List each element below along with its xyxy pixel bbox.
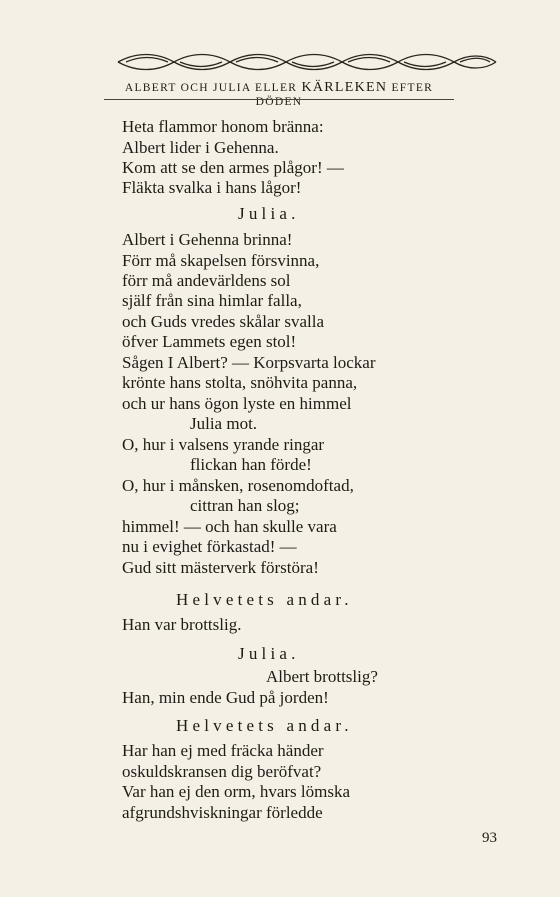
poem-line: Sågen I Albert? — Korpsvarta lockar xyxy=(122,353,376,372)
poem-line: Albert i Gehenna brinna! xyxy=(122,230,293,249)
poem-line: Var han ej den orm, hvars lömska xyxy=(122,782,351,801)
poem-line: förr må andevärldens sol xyxy=(122,271,291,290)
poem-line: Han, min ende Gud på jorden! xyxy=(122,688,329,707)
poem-line: Fläkta svalka i hans lågor! xyxy=(122,178,302,197)
speaker-name: Julia. xyxy=(238,644,300,663)
speaker-name: Helvetets andar. xyxy=(176,716,353,735)
speaker-name: Helvetets andar. xyxy=(176,590,353,609)
poem-line: öfver Lammets egen stol! xyxy=(122,332,297,351)
poem-line: oskuldskransen dig beröfvat? xyxy=(122,762,322,781)
speaker-name: Julia. xyxy=(238,204,300,223)
poem-line: och ur hans ögon lyste en himmel xyxy=(122,394,352,413)
poem-line: O, hur i månsken, rosenomdoftad, xyxy=(122,476,354,495)
poem-line: och Guds vredes skålar svalla xyxy=(122,312,325,331)
running-head-part-1: ALBERT OCH JULIA ELLER xyxy=(124,82,302,94)
running-head-part-3: EFTER DÖDEN xyxy=(255,82,434,108)
poem-line: Gud sitt mästerverk förstöra! xyxy=(122,558,319,577)
page-number: 93 xyxy=(482,830,497,846)
poem-line: krönte hans stolta, snöhvita panna, xyxy=(122,373,358,392)
running-head-part-2: KÄRLEKEN xyxy=(301,80,388,95)
poem-line: cittran han slog; xyxy=(190,496,300,515)
poem-line: Kom att se den armes plågor! — xyxy=(122,158,344,177)
poem-line: Julia mot. xyxy=(190,414,258,433)
poem-line: Heta flammor honom bränna: xyxy=(122,117,324,136)
poem-line: själf från sina himlar falla, xyxy=(122,291,302,310)
poem-line: himmel! — och han skulle vara xyxy=(122,517,337,536)
poem-line: flickan han förde! xyxy=(190,455,312,474)
poem-line: Han var brottslig. xyxy=(122,615,242,634)
poem-line: Förr må skapelsen försvinna, xyxy=(122,251,320,270)
poem-line: Albert brottslig? xyxy=(266,667,378,686)
poem-line: O, hur i valsens yrande ringar xyxy=(122,435,325,454)
poem-line: nu i evighet förkastad! — xyxy=(122,537,297,556)
poem-line: afgrundshviskningar förledde xyxy=(122,803,323,822)
poem-line: Albert lider i Gehenna. xyxy=(122,138,279,157)
poem-line: Har han ej med fräcka händer xyxy=(122,741,324,760)
